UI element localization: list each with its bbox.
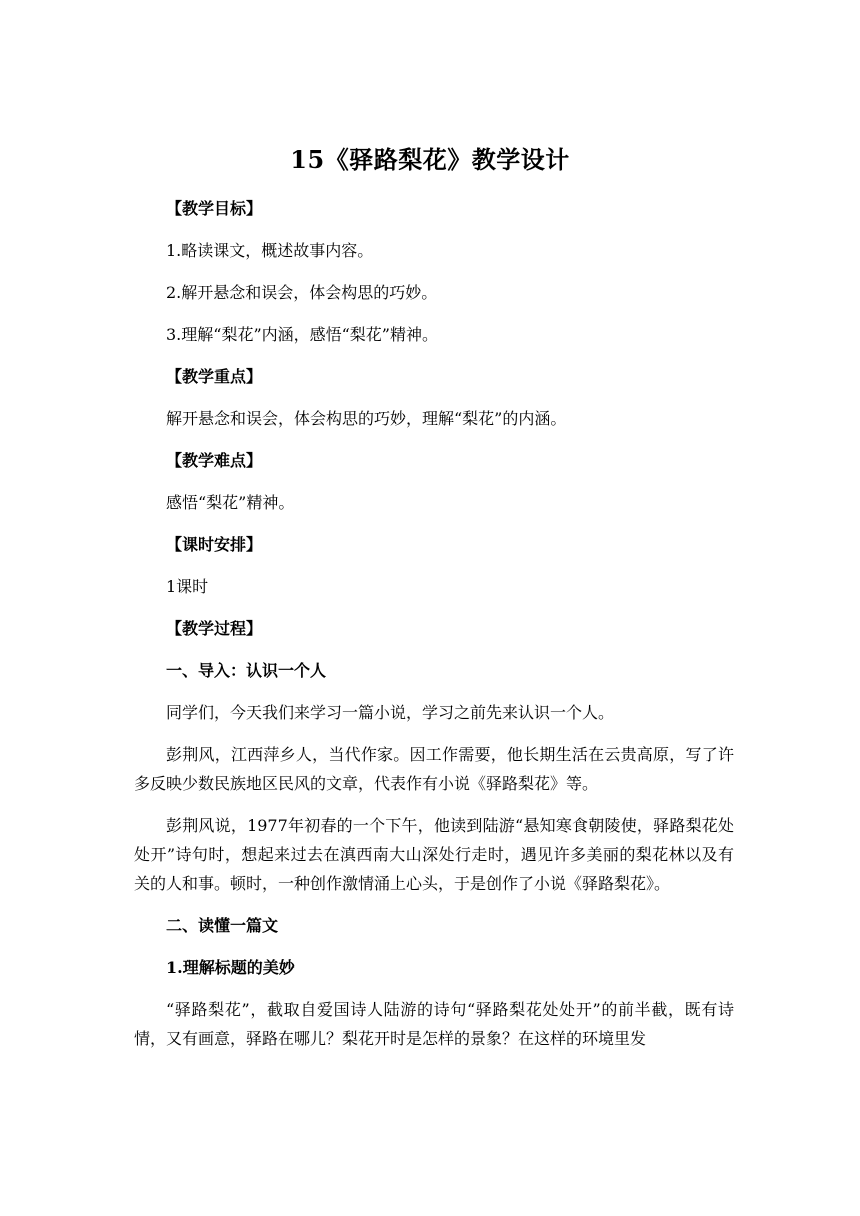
part1-paragraph-3: 彭荆风说，1977年初春的一个下午，他读到陆游“悬知寒食朝陵使，驿路梨花处处开”诗句时，想起来过去在滇西南大山深处行走时，遇见许多美丽的梨花林以及有关的人和事。顿时，一种创作激情涌上心头，于是创作了小说《驿路梨花》。	[134, 816, 734, 893]
section-heading-key-points: 【教学重点】	[166, 367, 263, 386]
section-heading-difficulty: 【教学难点】	[166, 451, 263, 470]
section-heading-schedule: 【课时安排】	[166, 535, 263, 554]
part1-heading: 一、导入：认识一个人	[166, 661, 327, 680]
goal-item-2: 2.解开悬念和误会，体会构思的巧妙。	[166, 283, 438, 302]
key-points-text: 解开悬念和误会，体会构思的巧妙，理解“梨花”的内涵。	[166, 409, 567, 428]
schedule-text: 1课时	[166, 577, 209, 596]
part2-heading: 二、读懂一篇文	[166, 916, 279, 935]
part2-sub1-paragraph: “驿路梨花”，截取自爱国诗人陆游的诗句“驿路梨花处处开”的前半截，既有诗情，又有画意，驿路在哪儿？梨花开时是怎样的景象？在这样的环境里发	[134, 1000, 734, 1048]
part2-subheading-1: 1.理解标题的美妙	[166, 958, 295, 977]
part1-paragraph-2: 彭荆风，江西萍乡人，当代作家。因工作需要，他长期生活在云贵高原，写了许多反映少数民族地区民风的文章，代表作有小说《驿路梨花》等。	[134, 745, 734, 793]
part1-paragraph-1: 同学们，今天我们来学习一篇小说，学习之前先来认识一个人。	[166, 703, 615, 722]
section-heading-goals: 【教学目标】	[166, 199, 263, 218]
document-body	[134, 194, 734, 1053]
section-heading-process: 【教学过程】	[166, 619, 263, 638]
goal-item-1: 1.略读课文，概述故事内容。	[166, 241, 374, 260]
document-title: 15《驿路梨花》教学设计	[290, 145, 570, 174]
goal-item-3: 3.理解“梨花”内涵，感悟“梨花”精神。	[166, 325, 438, 344]
difficulty-text: 感悟“梨花”精神。	[166, 493, 295, 512]
